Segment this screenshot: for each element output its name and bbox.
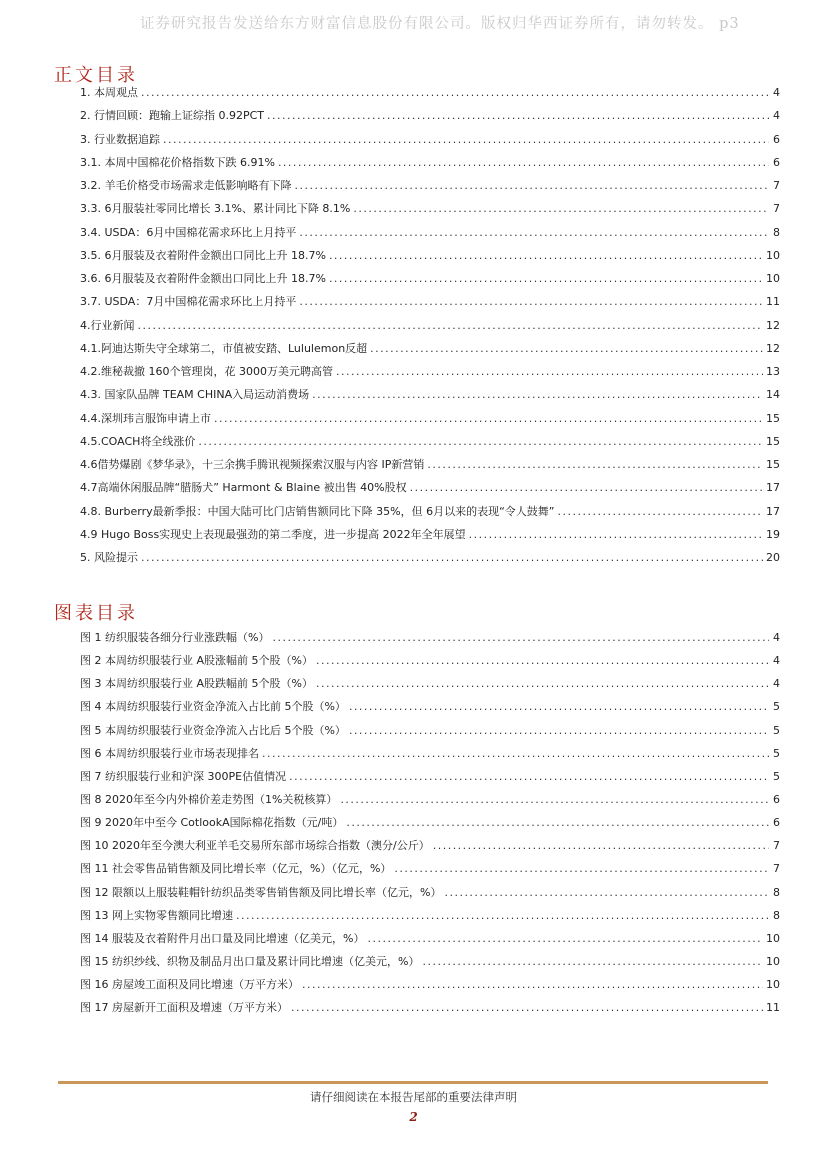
entry-title: 3. 行业数据追踪 — [80, 132, 160, 146]
dot-leader — [349, 724, 769, 738]
entry-title: 4.9 Hugo Boss实现史上表现最强劲的第二季度，进一步提高 2022年全年展望 — [80, 527, 466, 541]
figure-entry[interactable] — [80, 631, 780, 654]
entry-title: 图 11 社会零售品销售额及同比增长率（亿元，%）（亿元，%） — [80, 862, 392, 876]
entry-page-number: 11 — [766, 1001, 780, 1015]
entry-title: 5. 风险提示 — [80, 551, 138, 564]
entry-page-number: 15 — [766, 411, 780, 425]
entry-title: 3.7. USDA：7月中国棉花需求环比上月持平 — [80, 295, 297, 309]
toc-entry[interactable] — [80, 133, 780, 156]
entry-title: 图 15 纺织纱线、织物及制品月出口量及累计同比增速（亿美元，%） — [80, 954, 420, 968]
entry-page-number: 11 — [766, 295, 780, 309]
entry-title: 图 4 本周纺织服装行业资金净流入占比前 5个股（%） — [80, 700, 346, 714]
figure-entry[interactable] — [80, 1001, 780, 1024]
dot-leader — [214, 412, 763, 426]
entry-page-number: 4 — [773, 677, 780, 691]
toc-entry[interactable] — [80, 249, 780, 272]
entry-title: 4.8. Burberry最新季报：中国大陆可比门店销售额同比下降 35%，但 6月以来的表现“令人鼓舞” — [80, 504, 555, 518]
figure-entry[interactable] — [80, 816, 780, 839]
entry-title: 4.1.阿迪达斯失守全球第二，市值被安踏、Lululemon反超 — [80, 341, 368, 355]
figure-entry[interactable] — [80, 654, 780, 677]
dot-leader — [367, 932, 763, 946]
entry-page-number: 12 — [766, 341, 780, 355]
entry-title: 4.7高端休闲服品牌“腊肠犬” Harmont & Blaine 被出售 40%股权 — [80, 481, 407, 495]
footer-divider — [58, 1081, 768, 1084]
entry-page-number: 4 — [773, 631, 780, 644]
entry-page-number: 15 — [766, 458, 780, 471]
entry-page-number: 13 — [766, 365, 780, 378]
figure-entry[interactable] — [80, 886, 780, 909]
figure-entry[interactable] — [80, 770, 780, 793]
toc-entry[interactable] — [80, 156, 780, 179]
dot-leader — [295, 179, 770, 193]
dot-leader — [433, 839, 769, 853]
contents-list — [80, 86, 780, 574]
dot-leader — [410, 481, 763, 495]
toc-entry[interactable] — [80, 272, 780, 295]
figure-entry[interactable] — [80, 932, 780, 955]
entry-page-number: 5 — [773, 769, 780, 783]
entry-page-number: 20 — [766, 551, 780, 564]
dot-leader — [236, 909, 769, 923]
dot-leader — [422, 955, 763, 969]
toc-entry[interactable] — [80, 202, 780, 225]
dot-leader — [312, 388, 763, 402]
dot-leader — [370, 342, 763, 356]
entry-title: 图 12 限额以上服装鞋帽针纺织品类零售销售额及同比增长率（亿元，%） — [80, 885, 442, 899]
entry-title: 图 2 本周纺织服装行业 A股涨幅前 5个股（%） — [80, 654, 313, 668]
entry-title: 图 17 房屋新开工面积及增速（万平方米） — [80, 1001, 288, 1015]
toc-entry[interactable] — [80, 481, 780, 504]
toc-entry[interactable] — [80, 365, 780, 388]
footer-disclaimer: 请仔细阅读在本报告尾部的重要法律声明 — [310, 1090, 517, 1104]
entry-title: 3.4. USDA：6月中国棉花需求环比上月持平 — [80, 225, 297, 239]
figure-entry[interactable] — [80, 724, 780, 747]
entry-page-number: 5 — [773, 723, 780, 737]
watermark-text: 证券研究报告发送给东方财富信息股份有限公司。版权归华西证券所有，请勿转发。 p3 — [140, 16, 740, 32]
figure-entry[interactable] — [80, 862, 780, 885]
dot-leader — [278, 156, 769, 170]
dot-leader — [141, 551, 763, 565]
entry-title: 4.5.COACH将全线涨价 — [80, 434, 196, 448]
entry-page-number: 7 — [773, 179, 780, 192]
entry-page-number: 10 — [766, 978, 780, 992]
entry-title: 图 13 网上实物零售额同比增速 — [80, 908, 233, 922]
entry-title: 图 16 房屋竣工面积及同比增速（万平方米） — [80, 978, 299, 992]
toc-entry[interactable] — [80, 412, 780, 435]
entry-page-number: 8 — [773, 225, 780, 239]
entry-title: 3.3. 6月服装社零同比增长 3.1%、累计同比下降 8.1% — [80, 202, 351, 216]
entry-page-number: 6 — [773, 132, 780, 146]
entry-title: 图 5 本周纺织服装行业资金净流入占比后 5个股（%） — [80, 723, 346, 737]
figure-entry[interactable] — [80, 909, 780, 932]
toc-entry[interactable] — [80, 528, 780, 551]
toc-entry[interactable] — [80, 435, 780, 458]
entry-page-number: 14 — [766, 388, 780, 402]
dot-leader — [198, 435, 763, 449]
entry-title: 4.2.维秘裁撤 160个管理岗，花 3000万美元聘高管 — [80, 365, 333, 378]
entry-title: 1. 本周观点 — [80, 86, 138, 99]
dot-leader — [272, 631, 769, 645]
toc-entry[interactable] — [80, 226, 780, 249]
dot-leader — [427, 458, 763, 472]
toc-entry[interactable] — [80, 342, 780, 365]
entry-page-number: 8 — [773, 885, 780, 899]
entry-title: 图 7 纺织服装行业和沪深 300PE估值情况 — [80, 769, 287, 783]
toc-entry[interactable] — [80, 458, 780, 481]
figures-heading: 图表目录 — [54, 603, 138, 624]
entry-page-number: 6 — [773, 792, 780, 806]
entry-title: 2. 行情回顾：跑输上证综指 0.92PCT — [80, 109, 265, 123]
entry-title: 4.6借势爆剧《梦华录》，十三余携手腾讯视频探索汉服与内容 IP新营销 — [80, 458, 425, 471]
dot-leader — [557, 505, 763, 519]
dot-leader — [267, 109, 769, 123]
dot-leader — [346, 816, 769, 830]
entry-page-number: 6 — [773, 155, 780, 169]
figure-entry[interactable] — [80, 677, 780, 700]
dot-leader — [353, 202, 769, 216]
entry-page-number: 4 — [773, 654, 780, 668]
dot-leader — [262, 747, 769, 761]
dot-leader — [394, 862, 769, 876]
entry-title: 3.1. 本周中国棉花价格指数下跌 6.91% — [80, 155, 275, 169]
entry-title: 4.4.深圳玮言服饰申请上市 — [80, 411, 211, 425]
entry-title: 4.3. 国家队品牌 TEAM CHINA入局运动消费场 — [80, 388, 310, 402]
figure-entry[interactable] — [80, 955, 780, 978]
entry-title: 图 9 2020年中至今 CotlookA国际棉花指数（元/吨） — [80, 816, 344, 830]
entry-page-number: 19 — [766, 527, 780, 541]
dot-leader — [316, 677, 769, 691]
toc-entry[interactable] — [80, 551, 780, 574]
toc-entry[interactable] — [80, 86, 780, 109]
dot-leader — [340, 793, 769, 807]
entry-page-number: 7 — [773, 202, 780, 216]
entry-title: 图 6 本周纺织服装行业市场表现排名 — [80, 746, 259, 760]
figure-entry[interactable] — [80, 793, 780, 816]
entry-title: 图 10 2020年至今澳大利亚羊毛交易所东部市场综合指数（澳分/公斤） — [80, 839, 430, 853]
dot-leader — [302, 978, 763, 992]
entry-title: 图 14 服装及衣着附件月出口量及同比增速（亿美元，%） — [80, 931, 365, 945]
entry-page-number: 7 — [773, 862, 780, 876]
entry-page-number: 5 — [773, 700, 780, 714]
dot-leader — [289, 770, 769, 784]
entry-page-number: 10 — [766, 931, 780, 945]
dot-leader — [291, 1001, 763, 1015]
dot-leader — [299, 226, 769, 240]
entry-title: 图 1 纺织服装各细分行业涨跌幅（%） — [80, 631, 270, 644]
contents-heading: 正文目录 — [54, 65, 138, 86]
dot-leader — [138, 319, 764, 333]
dot-leader — [349, 700, 769, 714]
entry-page-number: 15 — [766, 434, 780, 448]
entry-title: 图 8 2020年至今内外棉价差走势图（1%关税核算） — [80, 792, 338, 806]
entry-page-number: 10 — [766, 954, 780, 968]
entry-page-number: 17 — [766, 481, 780, 495]
entry-page-number: 10 — [766, 248, 780, 262]
toc-entry[interactable] — [80, 295, 780, 318]
entry-title: 图 3 本周纺织服装行业 A股跌幅前 5个股（%） — [80, 677, 313, 691]
page-number: 2 — [409, 1110, 418, 1124]
entry-page-number: 5 — [773, 746, 780, 760]
dot-leader — [316, 654, 769, 668]
figure-entry[interactable] — [80, 747, 780, 770]
toc-entry[interactable] — [80, 505, 780, 528]
figure-entry[interactable] — [80, 978, 780, 1001]
dot-leader — [329, 249, 763, 263]
dot-leader — [444, 886, 769, 900]
figure-entry[interactable] — [80, 839, 780, 862]
toc-entry[interactable] — [80, 179, 780, 202]
entry-title: 3.2. 羊毛价格受市场需求走低影响略有下降 — [80, 179, 292, 192]
dot-leader — [336, 365, 763, 379]
entry-page-number: 4 — [773, 109, 780, 123]
entry-page-number: 12 — [766, 318, 780, 332]
entry-page-number: 6 — [773, 816, 780, 830]
entry-page-number: 8 — [773, 908, 780, 922]
figures-list — [80, 631, 780, 1024]
dot-leader — [141, 86, 769, 100]
figure-entry[interactable] — [80, 700, 780, 723]
entry-title: 3.6. 6月服装及衣着附件金额出口同比上升 18.7% — [80, 272, 326, 285]
toc-entry[interactable] — [80, 109, 780, 132]
entry-page-number: 4 — [773, 86, 780, 99]
dot-leader — [329, 272, 763, 286]
entry-title: 4.行业新闻 — [80, 318, 135, 332]
dot-leader — [163, 133, 769, 147]
entry-page-number: 7 — [773, 839, 780, 853]
dot-leader — [469, 528, 763, 542]
dot-leader — [299, 295, 763, 309]
entry-title: 3.5. 6月服装及衣着附件金额出口同比上升 18.7% — [80, 248, 326, 262]
entry-page-number: 17 — [766, 504, 780, 518]
toc-entry[interactable] — [80, 388, 780, 411]
toc-entry[interactable] — [80, 319, 780, 342]
entry-page-number: 10 — [766, 272, 780, 285]
